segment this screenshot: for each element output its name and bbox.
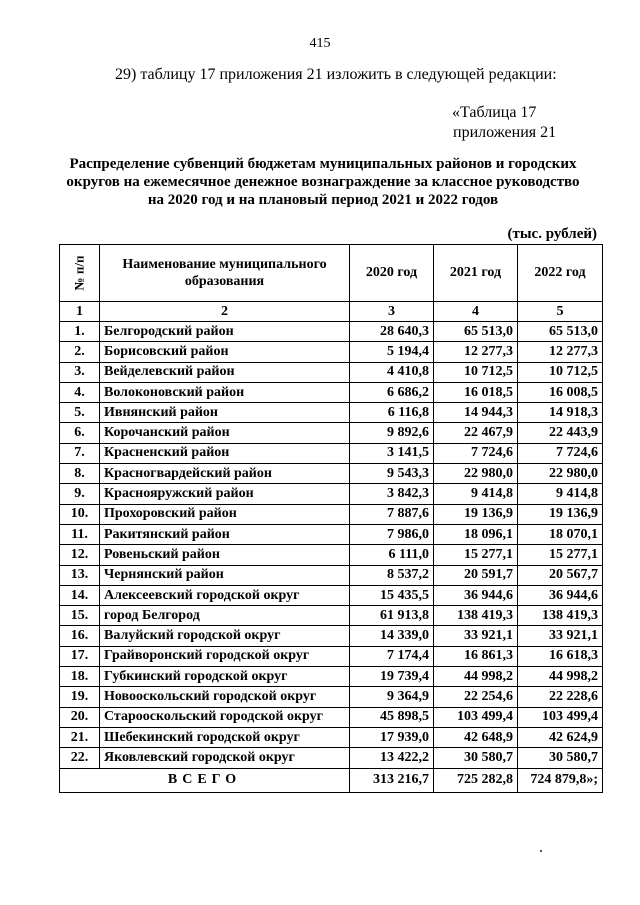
row-2022: 44 998,2 bbox=[518, 667, 603, 687]
table-row bbox=[60, 707, 603, 727]
row-2020: 14 339,0 bbox=[350, 626, 434, 646]
row-name: Прохоровский район bbox=[100, 504, 350, 524]
row-name: Красногвардейский район bbox=[100, 464, 350, 484]
row-number: 15. bbox=[60, 606, 100, 626]
row-number: 12. bbox=[60, 545, 100, 565]
column-index-row bbox=[60, 302, 603, 322]
row-number: 10. bbox=[60, 504, 100, 524]
row-name: Белгородский район bbox=[100, 322, 350, 342]
row-2022: 7 724,6 bbox=[518, 443, 603, 463]
row-2021: 14 944,3 bbox=[434, 403, 518, 423]
row-number: 18. bbox=[60, 667, 100, 687]
table-row bbox=[60, 362, 603, 382]
table-caption bbox=[452, 103, 556, 143]
row-2021: 7 724,6 bbox=[434, 443, 518, 463]
row-2021: 138 419,3 bbox=[434, 606, 518, 626]
row-2022: 22 980,0 bbox=[518, 464, 603, 484]
table-row bbox=[60, 322, 603, 342]
row-2021: 65 513,0 bbox=[434, 322, 518, 342]
table-row bbox=[60, 484, 603, 504]
table-row bbox=[60, 748, 603, 768]
row-2021: 36 944,6 bbox=[434, 585, 518, 605]
row-name: Ровеньский район bbox=[100, 545, 350, 565]
row-2020: 6 111,0 bbox=[350, 545, 434, 565]
row-name: Ракитянский район bbox=[100, 524, 350, 544]
row-2020: 6 686,2 bbox=[350, 382, 434, 402]
row-number: 5. bbox=[60, 403, 100, 423]
row-2020: 7 887,6 bbox=[350, 504, 434, 524]
row-number: 1. bbox=[60, 322, 100, 342]
total-2020: 313 216,7 bbox=[350, 768, 434, 792]
row-2022: 14 918,3 bbox=[518, 403, 603, 423]
row-2020: 17 939,0 bbox=[350, 727, 434, 747]
table-row bbox=[60, 667, 603, 687]
row-name: Валуйский городской округ bbox=[100, 626, 350, 646]
row-2022: 10 712,5 bbox=[518, 362, 603, 382]
row-2021: 10 712,5 bbox=[434, 362, 518, 382]
table-row bbox=[60, 423, 603, 443]
row-number: 13. bbox=[60, 565, 100, 585]
row-number: 3. bbox=[60, 362, 100, 382]
row-2021: 44 998,2 bbox=[434, 667, 518, 687]
row-2020: 28 640,3 bbox=[350, 322, 434, 342]
table-caption-line-2: приложения 21 bbox=[453, 124, 557, 141]
row-number: 6. bbox=[60, 423, 100, 443]
row-2020: 45 898,5 bbox=[350, 707, 434, 727]
column-index: 2 bbox=[100, 302, 350, 322]
table-row bbox=[60, 443, 603, 463]
row-2022: 103 499,4 bbox=[518, 707, 603, 727]
table-row bbox=[60, 585, 603, 605]
row-2022: 138 419,3 bbox=[518, 606, 603, 626]
row-2021: 16 018,5 bbox=[434, 382, 518, 402]
row-name: Ивнянский район bbox=[100, 403, 350, 423]
table-row bbox=[60, 565, 603, 585]
row-2021: 12 277,3 bbox=[434, 342, 518, 362]
row-2020: 9 364,9 bbox=[350, 687, 434, 707]
row-2021: 22 980,0 bbox=[434, 464, 518, 484]
row-name: Краснояружский район bbox=[100, 484, 350, 504]
row-name: Новооскольский городской округ bbox=[100, 687, 350, 707]
total-label: ВСЕГО bbox=[60, 768, 350, 792]
row-2022: 30 580,7 bbox=[518, 748, 603, 768]
row-2020: 61 913,8 bbox=[350, 606, 434, 626]
row-2020: 6 116,8 bbox=[350, 403, 434, 423]
table-row bbox=[60, 403, 603, 423]
scan-speck bbox=[540, 850, 542, 852]
row-2021: 9 414,8 bbox=[434, 484, 518, 504]
column-index: 4 bbox=[434, 302, 518, 322]
row-name: Яковлевский городской округ bbox=[100, 748, 350, 768]
row-number: 7. bbox=[60, 443, 100, 463]
row-2020: 15 435,5 bbox=[350, 585, 434, 605]
row-number: 2. bbox=[60, 342, 100, 362]
row-name: Алексеевский городской округ bbox=[100, 585, 350, 605]
row-name: Чернянский район bbox=[100, 565, 350, 585]
row-2022: 65 513,0 bbox=[518, 322, 603, 342]
row-2022: 42 624,9 bbox=[518, 727, 603, 747]
row-2020: 13 422,2 bbox=[350, 748, 434, 768]
table-row bbox=[60, 687, 603, 707]
row-2022: 16 008,5 bbox=[518, 382, 603, 402]
row-number: 8. bbox=[60, 464, 100, 484]
row-name: Старооскольский городской округ bbox=[100, 707, 350, 727]
row-number: 17. bbox=[60, 646, 100, 666]
row-2020: 3 842,3 bbox=[350, 484, 434, 504]
row-name: Волоконовский район bbox=[100, 382, 350, 402]
row-number: 14. bbox=[60, 585, 100, 605]
table-row bbox=[60, 504, 603, 524]
row-name: Вейделевский район bbox=[100, 362, 350, 382]
table-row bbox=[60, 382, 603, 402]
row-2021: 103 499,4 bbox=[434, 707, 518, 727]
row-name: Грайворонский городской округ bbox=[100, 646, 350, 666]
row-name: Борисовский район bbox=[100, 342, 350, 362]
document-title: Распределение субвенций бюджетам муниципальных районов и городских округов на ежемесячное денежное вознаграждение за классное руководство на 2020 год и на плановый период 2021 и 2022 годов bbox=[66, 156, 580, 208]
instruction-text: 29) таблицу 17 приложения 21 изложить в следующей редакции: bbox=[115, 66, 557, 83]
row-2020: 9 892,6 bbox=[350, 423, 434, 443]
row-2022: 33 921,1 bbox=[518, 626, 603, 646]
row-2021: 22 254,6 bbox=[434, 687, 518, 707]
total-2021: 725 282,8 bbox=[434, 768, 518, 792]
column-index: 3 bbox=[350, 302, 434, 322]
row-2021: 20 591,7 bbox=[434, 565, 518, 585]
row-2020: 9 543,3 bbox=[350, 464, 434, 484]
row-2021: 33 921,1 bbox=[434, 626, 518, 646]
header-2021: 2021 год bbox=[434, 245, 518, 302]
row-number: 16. bbox=[60, 626, 100, 646]
header-name: Наименование муниципального образования bbox=[100, 245, 350, 302]
row-name: город Белгород bbox=[100, 606, 350, 626]
table-row bbox=[60, 524, 603, 544]
row-number: 19. bbox=[60, 687, 100, 707]
row-2020: 19 739,4 bbox=[350, 667, 434, 687]
table-header-row bbox=[60, 245, 603, 302]
table-row bbox=[60, 646, 603, 666]
row-2021: 18 096,1 bbox=[434, 524, 518, 544]
row-2022: 15 277,1 bbox=[518, 545, 603, 565]
subvention-table bbox=[59, 244, 603, 793]
row-2020: 7 174,4 bbox=[350, 646, 434, 666]
total-2022: 724 879,8»; bbox=[518, 768, 603, 792]
row-2020: 7 986,0 bbox=[350, 524, 434, 544]
header-2020: 2020 год bbox=[350, 245, 434, 302]
row-2022: 18 070,1 bbox=[518, 524, 603, 544]
table-row bbox=[60, 606, 603, 626]
row-2021: 30 580,7 bbox=[434, 748, 518, 768]
row-number: 21. bbox=[60, 727, 100, 747]
row-2021: 16 861,3 bbox=[434, 646, 518, 666]
row-2021: 22 467,9 bbox=[434, 423, 518, 443]
row-2022: 36 944,6 bbox=[518, 585, 603, 605]
column-index: 5 bbox=[518, 302, 603, 322]
page-number: 415 bbox=[309, 36, 331, 51]
total-row bbox=[60, 768, 603, 792]
row-2020: 8 537,2 bbox=[350, 565, 434, 585]
header-2022: 2022 год bbox=[518, 245, 603, 302]
row-2020: 4 410,8 bbox=[350, 362, 434, 382]
row-2021: 42 648,9 bbox=[434, 727, 518, 747]
row-2020: 5 194,4 bbox=[350, 342, 434, 362]
table-row bbox=[60, 342, 603, 362]
row-2021: 19 136,9 bbox=[434, 504, 518, 524]
row-number: 20. bbox=[60, 707, 100, 727]
table-row bbox=[60, 727, 603, 747]
header-number bbox=[60, 245, 100, 302]
row-number: 11. bbox=[60, 524, 100, 544]
row-number: 22. bbox=[60, 748, 100, 768]
row-name: Шебекинский городской округ bbox=[100, 727, 350, 747]
column-index: 1 bbox=[60, 302, 100, 322]
row-2022: 12 277,3 bbox=[518, 342, 603, 362]
row-2021: 15 277,1 bbox=[434, 545, 518, 565]
row-2022: 22 443,9 bbox=[518, 423, 603, 443]
table-row bbox=[60, 626, 603, 646]
header-number-label: № п/п bbox=[71, 255, 87, 290]
row-2022: 20 567,7 bbox=[518, 565, 603, 585]
row-name: Корочанский район bbox=[100, 423, 350, 443]
row-2020: 3 141,5 bbox=[350, 443, 434, 463]
row-2022: 16 618,3 bbox=[518, 646, 603, 666]
table-caption-line-1: «Таблица 17 bbox=[452, 104, 537, 121]
row-name: Губкинский городской округ bbox=[100, 667, 350, 687]
row-2022: 9 414,8 bbox=[518, 484, 603, 504]
row-2022: 22 228,6 bbox=[518, 687, 603, 707]
units-label: (тыс. рублей) bbox=[507, 226, 597, 242]
table-row bbox=[60, 545, 603, 565]
row-2022: 19 136,9 bbox=[518, 504, 603, 524]
table-row bbox=[60, 464, 603, 484]
row-number: 4. bbox=[60, 382, 100, 402]
row-name: Красненский район bbox=[100, 443, 350, 463]
row-number: 9. bbox=[60, 484, 100, 504]
